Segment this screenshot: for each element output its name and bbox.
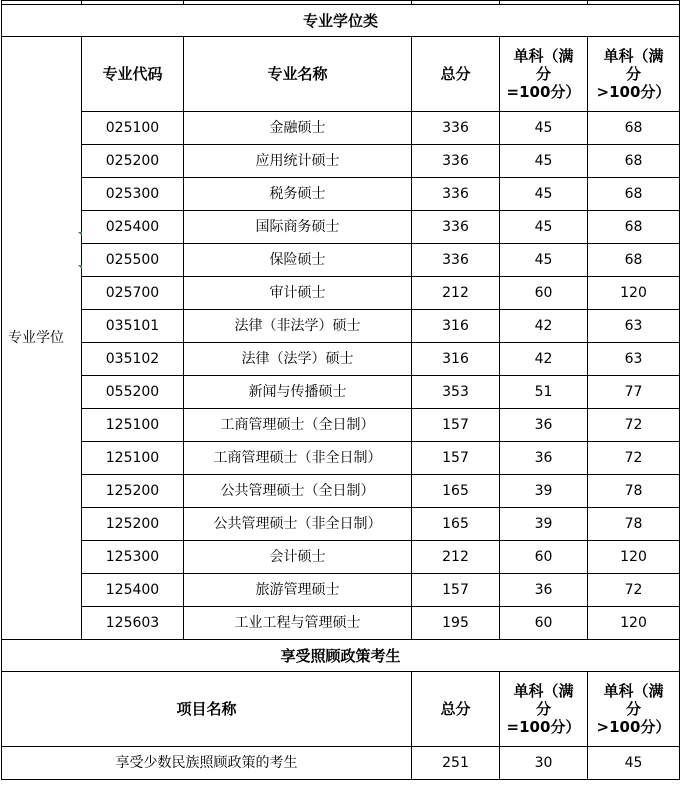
cell-single-a: 60 (500, 277, 588, 310)
table-row (2, 277, 680, 310)
header-line: 单科（满 (603, 682, 664, 700)
cell-code: 125400 (82, 574, 184, 607)
cell-total: 212 (412, 277, 500, 310)
table-row (2, 145, 680, 178)
table-row (2, 607, 680, 640)
cell-single-a: 45 (500, 178, 588, 211)
cell-code: 125200 (82, 508, 184, 541)
cell-name: 金融硕士 (184, 112, 412, 145)
cell-code: 125603 (82, 607, 184, 640)
cell-code: 025200 (82, 145, 184, 178)
group-label: 专业学位 (8, 330, 64, 346)
header-single-b (588, 672, 680, 747)
cell-name: 公共管理硕士（全日制） (184, 475, 412, 508)
cell-total: 336 (412, 112, 500, 145)
table-row (2, 409, 680, 442)
cell-total: 336 (412, 211, 500, 244)
cell-single-a: 60 (500, 607, 588, 640)
cell-name: 新闻与传播硕士 (184, 376, 412, 409)
table-row (2, 747, 680, 780)
cell-name: 审计硕士 (184, 277, 412, 310)
cell-single-b: 72 (588, 409, 680, 442)
header-single-a (500, 37, 588, 112)
header-line: 单科（满 (603, 47, 664, 65)
cell-name: 法律（法学）硕士 (184, 343, 412, 376)
header-code: 专业代码 (82, 37, 184, 112)
cell-single-b: 72 (588, 442, 680, 475)
table-row (2, 211, 680, 244)
table-row (2, 310, 680, 343)
cell-single-b: 78 (588, 508, 680, 541)
cell-total: 251 (412, 747, 500, 780)
cell-single-b: 78 (588, 475, 680, 508)
cell-single-b: 72 (588, 574, 680, 607)
cell-single-a: 51 (500, 376, 588, 409)
cell-total: 316 (412, 310, 500, 343)
cell-total: 165 (412, 508, 500, 541)
cell-code: 125100 (82, 442, 184, 475)
header-line: >100分） (596, 718, 671, 736)
header-line: 分 (625, 65, 641, 83)
group-label-cell (2, 37, 82, 640)
column-header-row (2, 37, 680, 112)
cell-total: 316 (412, 343, 500, 376)
header-total: 总分 (412, 672, 500, 747)
header-item: 项目名称 (2, 672, 412, 747)
section-header-professional-degree (2, 5, 680, 37)
cell-single-a: 39 (500, 475, 588, 508)
cell-single-b: 68 (588, 244, 680, 277)
cell-single-a: 39 (500, 508, 588, 541)
cell-name: 旅游管理硕士 (184, 574, 412, 607)
cell-single-a: 45 (500, 244, 588, 277)
cell-code: 055200 (82, 376, 184, 409)
header-line: 单科（满 (513, 682, 574, 700)
cell-single-a: 60 (500, 541, 588, 574)
table-row (2, 508, 680, 541)
cell-name: 国际商务硕士 (184, 211, 412, 244)
table-row (2, 112, 680, 145)
cell-code: 125100 (82, 409, 184, 442)
cell-code: 125200 (82, 475, 184, 508)
section-title: 享受照顾政策考生 (2, 640, 680, 672)
table-row (2, 574, 680, 607)
cell-total: 336 (412, 178, 500, 211)
header-line: 分 (535, 65, 551, 83)
header-line: 分 (535, 700, 551, 718)
cell-code: 125300 (82, 541, 184, 574)
table-row (2, 376, 680, 409)
cell-marker-icon (78, 232, 82, 236)
cell-total: 157 (412, 442, 500, 475)
header-single-a (500, 672, 588, 747)
cell-name: 工商管理硕士（全日制） (184, 409, 412, 442)
cell-name: 税务硕士 (184, 178, 412, 211)
column-header-row-2 (2, 672, 680, 747)
cell-total: 157 (412, 574, 500, 607)
cell-single-a: 36 (500, 442, 588, 475)
cell-single-a: 36 (500, 574, 588, 607)
cell-single-b: 68 (588, 112, 680, 145)
cell-single-b: 120 (588, 277, 680, 310)
cell-total: 195 (412, 607, 500, 640)
cell-single-b: 68 (588, 211, 680, 244)
cell-single-b: 68 (588, 145, 680, 178)
cell-total: 212 (412, 541, 500, 574)
cell-total: 336 (412, 145, 500, 178)
cell-code: 025100 (82, 112, 184, 145)
table-row (2, 541, 680, 574)
cell-single-a: 45 (500, 145, 588, 178)
header-line: =100分） (506, 83, 581, 101)
cell-code: 025700 (82, 277, 184, 310)
cell-total: 165 (412, 475, 500, 508)
section-title: 专业学位类 (2, 5, 680, 37)
table-row (2, 442, 680, 475)
table-row (2, 244, 680, 277)
cell-code: 035101 (82, 310, 184, 343)
table-row (2, 178, 680, 211)
cell-name: 工商管理硕士（非全日制） (184, 442, 412, 475)
table-row (2, 475, 680, 508)
header-total: 总分 (412, 37, 500, 112)
cell-single-a: 42 (500, 310, 588, 343)
header-line: 单科（满 (513, 47, 574, 65)
cell-single-a: 42 (500, 343, 588, 376)
cell-name: 保险硕士 (184, 244, 412, 277)
cell-total: 157 (412, 409, 500, 442)
header-line: =100分） (506, 718, 581, 736)
cell-single-a: 36 (500, 409, 588, 442)
cell-code: 035102 (82, 343, 184, 376)
header-line: >100分） (596, 83, 671, 101)
cell-name: 会计硕士 (184, 541, 412, 574)
cell-single-b: 120 (588, 607, 680, 640)
cell-total: 336 (412, 244, 500, 277)
cell-single-b: 120 (588, 541, 680, 574)
cell-single-a: 45 (500, 112, 588, 145)
cell-code: 025300 (82, 178, 184, 211)
header-single-b (588, 37, 680, 112)
cell-code: 025500 (82, 244, 184, 277)
cell-single-b: 63 (588, 310, 680, 343)
cell-single-a: 45 (500, 211, 588, 244)
cell-single-b: 63 (588, 343, 680, 376)
cell-name: 法律（非法学）硕士 (184, 310, 412, 343)
header-line: 分 (625, 700, 641, 718)
section-header-preferential (2, 640, 680, 672)
cell-single-b: 77 (588, 376, 680, 409)
header-name: 专业名称 (184, 37, 412, 112)
cell-name: 工业工程与管理硕士 (184, 607, 412, 640)
cell-single-b: 45 (588, 747, 680, 780)
cell-single-a: 30 (500, 747, 588, 780)
cell-total: 353 (412, 376, 500, 409)
cell-item-name: 享受少数民族照顾政策的考生 (2, 747, 412, 780)
cell-name: 公共管理硕士（非全日制） (184, 508, 412, 541)
cell-code: 025400 (82, 211, 184, 244)
score-table (1, 0, 680, 780)
table-row (2, 343, 680, 376)
cell-marker-icon (78, 265, 82, 269)
cell-name: 应用统计硕士 (184, 145, 412, 178)
cell-single-b: 68 (588, 178, 680, 211)
